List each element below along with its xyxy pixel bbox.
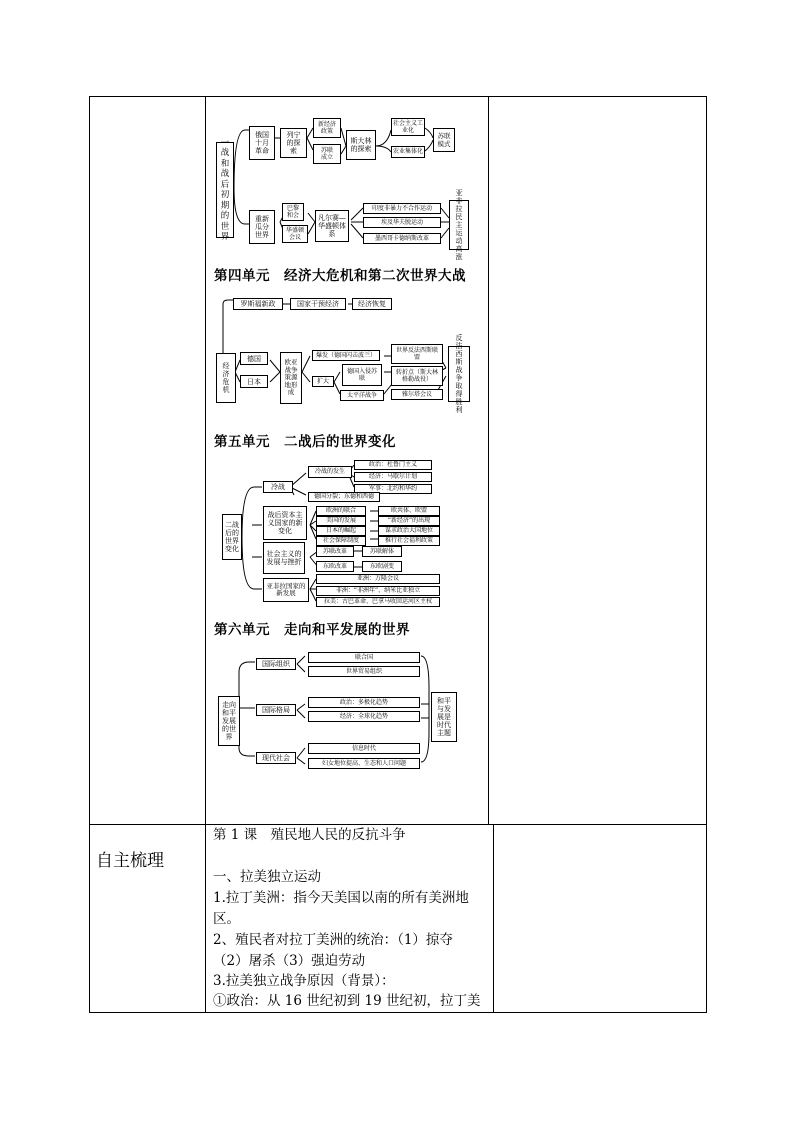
postwar-box: 二战后的世界变化 [222,514,242,560]
unit5-heading: 第五单元 二战后的世界变化 [214,434,396,450]
intervene-box: 国家干预经济 [290,298,346,310]
modern-box: 现代社会 [256,752,296,764]
table-bottom-border [89,1012,707,1013]
eu-box: 欧洲的联合 [316,506,366,516]
para-4: ①政治：从 16 世纪初到 19 世纪初，拉丁美 [213,993,481,1009]
india-box: 印度非暴力不合作运动 [363,203,441,214]
sovbreak-box: 苏联解体 [362,546,402,557]
stalin-box: 斯大林的探索 [346,130,376,160]
un-box: 联合国 [308,652,420,663]
women-box: 妇女地位提高、生态和人口问题 [308,758,420,769]
table-top-border [89,96,707,97]
mexico-box: 墨西哥卡德纳斯改革 [363,233,441,244]
recover-box: 经济恢复 [352,298,392,310]
collective-box: 农业集体化 [391,146,425,158]
victory-box: 反法西斯战争取得胜利 [448,346,470,402]
paris-box: 巴黎和会 [282,203,304,221]
yalta-box: 雅尔塔会议 [391,389,443,400]
us-result: “新经济”的出现 [378,516,440,526]
outbreak-box: 爆发（德国闪击波兰） [312,350,380,361]
result-box: 亚非拉民主运动高涨 [449,200,469,250]
us-box: 美国的发展 [316,516,366,526]
origin-box: 冷战的发生 [308,466,352,478]
table-left-border [89,96,90,1013]
para-2-line-1: 2、殖民者对拉丁美洲的统治：（1）掠夺 [213,932,453,948]
welfare-result: 推行社会福利政策 [378,536,440,546]
lesson-title: 第 1 课 殖民地人民的反抗斗争 [213,827,406,843]
para-1-line-1: 1.拉丁美洲：指今天美国以南的所有美洲地 [213,890,469,906]
section-label: 自主梳理 [96,851,164,871]
jp-result: 谋求政治大国地位 [378,526,440,536]
info-box: 信息时代 [308,743,420,754]
para-3: 3.拉美独立战争原因（背景）： [213,973,395,989]
military-box: 军事：北约和华约 [354,484,432,494]
africa-box: 非洲：“非洲年”、纳米比亚独立 [316,586,440,596]
expand-box: 扩大 [312,376,334,387]
japan-box: 日本 [240,375,268,388]
asia-box: 亚洲：万隆会议 [316,574,440,584]
capital-box: 战后资本主义国家的新变化 [263,506,307,540]
alliance-box: 世界反法西斯联盟 [391,344,443,364]
unit4-heading: 第四单元 经济大危机和第二次世界大战 [214,268,466,284]
org-box: 国际组织 [256,658,296,670]
washington-box: 华盛顿会议 [282,225,308,243]
russia-box: 俄国十月革命 [249,126,275,160]
germany-box: 德国 [240,352,268,365]
split-box: 德国分裂；东德和西德 [308,492,380,502]
redivide-box: 重新瓜分世界 [249,210,275,244]
eastreform-box: 东欧改革 [316,561,354,572]
social-box: 社会主义的发展与挫折 [263,542,305,574]
versailles-box: 凡尔赛—华盛顿体系 [315,210,349,242]
sovreform-box: 苏联改革 [316,546,354,557]
peace-root-box: 走向和平发展的世界 [218,696,240,746]
easteu-box: 东欧剧变 [362,561,402,572]
turning-box: 转折点（斯大林格勒战役） [391,366,443,386]
crisis-box: 经济危机 [216,353,236,403]
sources-box: 欧亚战争策源地形成 [280,352,302,404]
pacific-box: 太平洋战争 [340,390,384,401]
global-box: 经济：全球化趋势 [308,711,420,722]
egypt-box: 埃及华夫脱运动 [363,217,441,228]
afro-box: 亚非拉国家的新发展 [263,578,309,602]
coldwar-box: 冷战 [263,481,293,493]
col-divider-2b [493,824,494,1013]
para-1-line-2: 区。 [213,911,240,927]
nep-box: 新经济政策 [313,118,341,138]
pattern-box: 国际格局 [256,704,296,716]
economy-box: 经济：马歇尔计划 [354,472,432,482]
politics-box: 政治：杜鲁门主义 [354,460,432,470]
multi-box: 政治：多极化趋势 [308,697,420,708]
part-heading: 一、拉美独立运动 [213,869,321,885]
latin-box: 拉美：古巴革命、巴拿马收回运河区主权 [316,597,440,607]
table-right-border [706,96,707,1013]
model-box: 苏联模式 [433,128,455,152]
eu-result: 欧共体、欧盟 [378,506,440,516]
ussr-box: 苏联成立 [313,144,341,164]
para-2-line-2: （2）屠杀（3）强迫劳动 [213,953,366,969]
invade-box: 德国入侵苏联 [342,364,382,386]
industrial-box: 社会主义工业化 [393,120,424,134]
unit6-heading: 第六单元 走向和平发展的世界 [214,622,410,638]
welfare-box: 社会保障制度 [316,536,366,546]
roosevelt-box: 罗斯福新政 [233,298,283,310]
jp-box: 日本的崛起 [316,526,366,536]
theme-box: 和平与发展是时代主题 [431,692,457,742]
lenin-box: 列宁的探索 [280,128,307,158]
wto-box: 世界贸易组织 [308,666,420,677]
unit1-root: 一战和战后初期的世界 [216,142,234,238]
